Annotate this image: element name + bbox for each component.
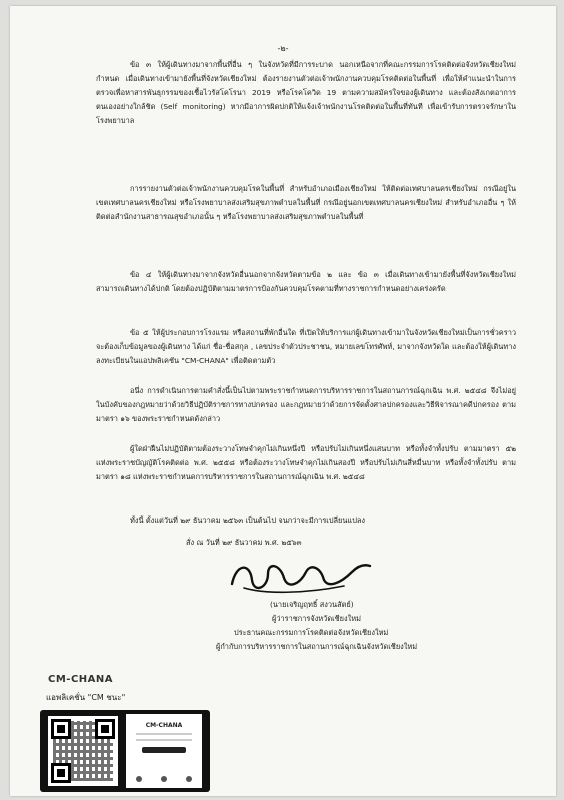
app-screenshot	[126, 714, 202, 788]
app-store-icon	[136, 776, 142, 782]
signer-name: (นายเจริญฤทธิ์ สงวนสัตย์)	[270, 600, 354, 609]
document-page	[10, 6, 556, 796]
cm-chana-promo	[40, 674, 210, 792]
penalty-paragraph: ผู้ใดฝ่าฝืนไม่ปฏิบัติตามต้องระวางโทษจำคุกไม่เกินหนึ่งปี หรือปรับไม่เกินหนึ่งแสนบาท หรือทั้งจำทั้งปรับ ตามมาตรา ๕๒ แห่งพระราชบัญญัติโรคติดต่อ พ.ศ. ๒๕๕๘ หรือต้องระวางโทษจำคุกไม่เกินสองปี หรือปรับไม่เกินสี่หมื่นบาท หรือทั้งจำทั้งปรับ ตามมาตรา ๑๘ แห่งพระราชกำหนดการบริหารราชการในสถานการณ์ฉุกเฉิน พ.ศ. ๒๕๔๘	[96, 444, 516, 481]
promo-card	[40, 710, 210, 792]
app-button-icon	[142, 747, 186, 753]
signer-title-governor: ผู้ว่าราชการจังหวัดเชียงใหม่	[272, 614, 361, 623]
promo-title: CM-CHANA	[48, 674, 113, 685]
play-store-icon	[161, 776, 167, 782]
clause-3: ข้อ ๓ ให้ผู้เดินทางมาจากพื้นที่อื่น ๆ ในจังหวัดที่มีการระบาด นอกเหนือจากที่คณะกรรมการโรคติดต่อจังหวัดเชียงใหม่กำหนด เมื่อเดินทางเข้ามายังพื้นที่จังหวัดเชียงใหม่ ต้องรายงานตัวต่อเจ้าพนักงานควบคุมโรคติดต่อในพื้นที่ เพื่อให้คำแนะนำในการตรวจเพื่อหาสารพันธุกรรมของเชื้อไวรัสโคโรนา 2019 หรือโรคโควิด 19 ตามความสมัครใจของผู้เดินทาง และต้องสังเกตอาการตนเองอย่างใกล้ชิด (Self monitoring) หากมีอาการผิดปกติให้แจ้งเจ้าพนักงานโรคติดต่อในพื้นที่ทันที เพื่อเข้ารับการตรวจรักษาในโรงพยาบาล	[96, 60, 516, 125]
governor-signature	[224, 554, 374, 598]
qr-code-icon	[48, 716, 118, 786]
effective-date-paragraph: ทั้งนี้ ตั้งแต่วันที่ ๒๙ ธันวาคม ๒๕๖๓ เป็นต้นไป จนกว่าจะมีการเปลี่ยนแปลง	[130, 516, 366, 525]
signer-title-committee: ประธานคณะกรรมการโรคติดต่อจังหวัดเชียงใหม่	[234, 628, 389, 637]
page-number: -๒-	[277, 44, 289, 53]
line-icon	[186, 776, 192, 782]
clause-3-report-instructions: การรายงานตัวต่อเจ้าพนักงานควบคุมโรคในพื้นที่ สำหรับอำเภอเมืองเชียงใหม่ ให้ติดต่อเทศบาลนครเชียงใหม่ กรณีอยู่ในเขตเทศบาลนครเชียงใหม่ หรือโรงพยาบาลส่งเสริมสุขภาพตำบลในพื้นที่ กรณีอยู่นอกเขตเทศบาลนครเชียงใหม่ สำหรับอำเภออื่น ๆ ให้ติดต่อสำนักงานสาธารณสุขอำเภอนั้น ๆ หรือโรงพยาบาลส่งเสริมสุขภาพตำบลในพื้นที่	[96, 184, 516, 221]
ordered-date: สั่ง ณ วันที่ ๒๙ ธันวาคม พ.ศ. ๒๕๖๓	[186, 538, 302, 547]
clause-4: ข้อ ๔ ให้ผู้เดินทางมาจากจังหวัดอื่นนอกจากจังหวัดตามข้อ ๒ และ ข้อ ๓ เมื่อเดินทางเข้ามายังพื้นที่จังหวัดเชียงใหม่ สามารถเดินทางได้ปกติ โดยต้องปฏิบัติตามมาตรการป้องกันควบคุมโรคตามที่ทางราชการกำหนดอย่างเคร่งครัด	[96, 270, 516, 293]
app-title: CM-CHANA	[145, 722, 183, 729]
promo-subtitle: แอพลิเคชั่น "CM ชนะ"	[46, 693, 126, 702]
legal-basis-paragraph: อนึ่ง การดำเนินการตามคำสั่งนี้เป็นไปตามพระราชกำหนดการบริหารราชการในสถานการณ์ฉุกเฉิน พ.ศ. ๒๕๔๘ จึงไม่อยู่ในบังคับของกฎหมายว่าด้วยวิธีปฏิบัติราชการทางปกครอง และกฎหมายว่าด้วยการจัดตั้งศาลปกครองและวิธีพิจารณาคดีปกครอง ตามมาตรา ๑๖ ของพระราชกำหนดดังกล่าว	[96, 386, 516, 423]
signer-title-emergency: ผู้กำกับการบริหารราชการในสถานการณ์ฉุกเฉินจังหวัดเชียงใหม่	[216, 642, 418, 651]
clause-5: ข้อ ๕ ให้ผู้ประกอบการโรงแรม หรือสถานที่พักอื่นใด ที่เปิดให้บริการแก่ผู้เดินทางเข้ามาในจังหวัดเชียงใหม่เป็นการชั่วคราว จะต้องเก็บข้อมูลของผู้เดินทาง ได้แก่ ชื่อ-ชื่อสกุล , เลขประจำตัวประชาชน, หมายเลขโทรศัพท์, มาจากจังหวัดใด และต้องให้ผู้เดินทางลงทะเบียนในแอปพลิเคชัน "CM-CHANA" เพื่อติดตามตัว	[96, 328, 516, 365]
